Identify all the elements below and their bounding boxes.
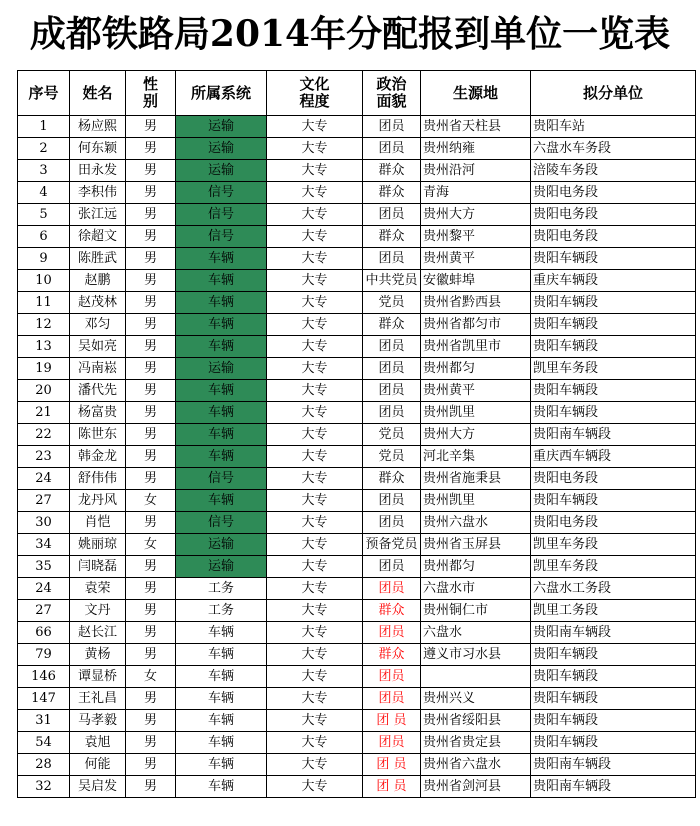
cell-origin: 贵州黄平 xyxy=(421,248,531,270)
cell-name: 杨应熙 xyxy=(70,116,126,138)
cell-name: 马孝毅 xyxy=(70,710,126,732)
cell-name: 杨富贵 xyxy=(70,402,126,424)
cell-unit: 重庆车辆段 xyxy=(531,270,696,292)
header-education xyxy=(267,71,363,116)
cell-system: 运输 xyxy=(176,556,267,578)
cell-no: 13 xyxy=(18,336,70,358)
header-origin: 生源地 xyxy=(421,71,531,116)
cell-political: 团员 xyxy=(363,358,421,380)
table-row xyxy=(18,358,696,380)
cell-sex: 男 xyxy=(126,446,176,468)
cell-unit: 凯里车务段 xyxy=(531,556,696,578)
cell-political: 团员 xyxy=(363,402,421,424)
cell-origin: 贵州凯里 xyxy=(421,402,531,424)
cell-education: 大专 xyxy=(267,534,363,556)
cell-system: 车辆 xyxy=(176,666,267,688)
cell-system: 信号 xyxy=(176,468,267,490)
table-row xyxy=(18,182,696,204)
cell-education: 大专 xyxy=(267,556,363,578)
cell-education: 大专 xyxy=(267,336,363,358)
cell-sex: 男 xyxy=(126,204,176,226)
cell-origin: 贵州兴义 xyxy=(421,688,531,710)
cell-sex: 男 xyxy=(126,622,176,644)
cell-education: 大专 xyxy=(267,732,363,754)
cell-sex: 男 xyxy=(126,336,176,358)
cell-unit: 涪陵车务段 xyxy=(531,160,696,182)
cell-education: 大专 xyxy=(267,314,363,336)
cell-name: 袁旭 xyxy=(70,732,126,754)
cell-sex: 女 xyxy=(126,534,176,556)
cell-origin: 青海 xyxy=(421,182,531,204)
cell-system: 车辆 xyxy=(176,490,267,512)
cell-unit: 贵阳电务段 xyxy=(531,512,696,534)
cell-unit: 贵阳车辆段 xyxy=(531,248,696,270)
table-row xyxy=(18,534,696,556)
cell-name: 吴如亮 xyxy=(70,336,126,358)
cell-unit: 贵阳南车辆段 xyxy=(531,622,696,644)
cell-origin: 贵州铜仁市 xyxy=(421,600,531,622)
table-row xyxy=(18,160,696,182)
cell-sex: 女 xyxy=(126,666,176,688)
table-row xyxy=(18,490,696,512)
cell-education: 大专 xyxy=(267,292,363,314)
cell-unit: 贵阳南车辆段 xyxy=(531,776,696,798)
cell-system: 车辆 xyxy=(176,402,267,424)
cell-education: 大专 xyxy=(267,710,363,732)
table-row xyxy=(18,336,696,358)
cell-political: 党员 xyxy=(363,446,421,468)
cell-education: 大专 xyxy=(267,248,363,270)
table-row xyxy=(18,512,696,534)
cell-name: 赵鹏 xyxy=(70,270,126,292)
cell-origin: 贵州黎平 xyxy=(421,226,531,248)
cell-name: 姚丽琼 xyxy=(70,534,126,556)
cell-unit: 六盘水车务段 xyxy=(531,138,696,160)
cell-sex: 男 xyxy=(126,380,176,402)
cell-education: 大专 xyxy=(267,776,363,798)
table-row xyxy=(18,600,696,622)
cell-name: 田永发 xyxy=(70,160,126,182)
table-row xyxy=(18,688,696,710)
cell-no: 5 xyxy=(18,204,70,226)
cell-no: 21 xyxy=(18,402,70,424)
cell-system: 车辆 xyxy=(176,754,267,776)
cell-education: 大专 xyxy=(267,358,363,380)
cell-name: 邓匀 xyxy=(70,314,126,336)
header-sex-text: 性别 xyxy=(142,75,158,110)
cell-education: 大专 xyxy=(267,446,363,468)
table-row xyxy=(18,710,696,732)
cell-sex: 男 xyxy=(126,600,176,622)
cell-education: 大专 xyxy=(267,226,363,248)
cell-sex: 男 xyxy=(126,710,176,732)
cell-political: 群众 xyxy=(363,160,421,182)
cell-sex: 男 xyxy=(126,226,176,248)
cell-unit: 贵阳车辆段 xyxy=(531,336,696,358)
cell-name: 龙丹风 xyxy=(70,490,126,512)
cell-name: 张江远 xyxy=(70,204,126,226)
cell-sex: 男 xyxy=(126,512,176,534)
cell-sex: 男 xyxy=(126,578,176,600)
cell-political: 团员 xyxy=(363,688,421,710)
header-system: 所属系统 xyxy=(176,71,267,116)
header-sex xyxy=(126,71,176,116)
cell-no: 2 xyxy=(18,138,70,160)
cell-name: 何东颖 xyxy=(70,138,126,160)
cell-political: 团员 xyxy=(363,578,421,600)
cell-unit: 贵阳南车辆段 xyxy=(531,754,696,776)
cell-sex: 男 xyxy=(126,402,176,424)
cell-political: 预备党员 xyxy=(363,534,421,556)
cell-no: 27 xyxy=(18,490,70,512)
cell-no: 30 xyxy=(18,512,70,534)
cell-name: 王礼昌 xyxy=(70,688,126,710)
cell-unit: 贵阳车辆段 xyxy=(531,292,696,314)
assignment-table xyxy=(17,70,696,798)
cell-origin: 贵州省六盘水 xyxy=(421,754,531,776)
cell-no: 79 xyxy=(18,644,70,666)
cell-political: 团员 xyxy=(363,666,421,688)
cell-sex: 男 xyxy=(126,270,176,292)
cell-no: 146 xyxy=(18,666,70,688)
cell-education: 大专 xyxy=(267,644,363,666)
cell-sex: 男 xyxy=(126,138,176,160)
cell-unit: 凯里车务段 xyxy=(531,534,696,556)
cell-education: 大专 xyxy=(267,138,363,160)
cell-education: 大专 xyxy=(267,380,363,402)
cell-origin: 贵州都匀 xyxy=(421,556,531,578)
cell-unit: 凯里工务段 xyxy=(531,600,696,622)
cell-origin: 贵州大方 xyxy=(421,424,531,446)
cell-political: 团员 xyxy=(363,380,421,402)
cell-no: 35 xyxy=(18,556,70,578)
cell-no: 6 xyxy=(18,226,70,248)
cell-political: 群众 xyxy=(363,226,421,248)
cell-unit: 六盘水工务段 xyxy=(531,578,696,600)
cell-unit: 贵阳电务段 xyxy=(531,204,696,226)
cell-no: 19 xyxy=(18,358,70,380)
cell-political: 中共党员 xyxy=(363,270,421,292)
cell-system: 车辆 xyxy=(176,732,267,754)
cell-political: 团 员 xyxy=(363,754,421,776)
cell-no: 66 xyxy=(18,622,70,644)
cell-no: 4 xyxy=(18,182,70,204)
cell-system: 运输 xyxy=(176,358,267,380)
cell-origin: 贵州省天柱县 xyxy=(421,116,531,138)
cell-name: 韩金龙 xyxy=(70,446,126,468)
cell-no: 22 xyxy=(18,424,70,446)
cell-political: 群众 xyxy=(363,600,421,622)
cell-name: 李积伟 xyxy=(70,182,126,204)
cell-name: 陈世东 xyxy=(70,424,126,446)
cell-unit: 贵阳车辆段 xyxy=(531,402,696,424)
cell-system: 车辆 xyxy=(176,710,267,732)
cell-no: 9 xyxy=(18,248,70,270)
cell-system: 车辆 xyxy=(176,446,267,468)
cell-sex: 男 xyxy=(126,644,176,666)
cell-system: 车辆 xyxy=(176,644,267,666)
cell-system: 车辆 xyxy=(176,314,267,336)
cell-system: 运输 xyxy=(176,116,267,138)
cell-origin: 贵州大方 xyxy=(421,204,531,226)
cell-political: 党员 xyxy=(363,424,421,446)
header-name: 姓名 xyxy=(70,71,126,116)
cell-origin: 河北辛集 xyxy=(421,446,531,468)
cell-unit: 贵阳电务段 xyxy=(531,468,696,490)
table-row xyxy=(18,732,696,754)
cell-system: 信号 xyxy=(176,226,267,248)
table-row xyxy=(18,446,696,468)
cell-origin: 贵州沿河 xyxy=(421,160,531,182)
cell-political: 团员 xyxy=(363,622,421,644)
cell-political: 团员 xyxy=(363,490,421,512)
cell-education: 大专 xyxy=(267,688,363,710)
table-row xyxy=(18,138,696,160)
table-row xyxy=(18,776,696,798)
table-row xyxy=(18,116,696,138)
cell-education: 大专 xyxy=(267,468,363,490)
cell-origin: 贵州省绥阳县 xyxy=(421,710,531,732)
cell-no: 27 xyxy=(18,600,70,622)
cell-education: 大专 xyxy=(267,204,363,226)
cell-no: 34 xyxy=(18,534,70,556)
cell-unit: 重庆西车辆段 xyxy=(531,446,696,468)
table-row xyxy=(18,402,696,424)
header-political-text: 政治面貌 xyxy=(376,75,407,110)
cell-origin: 六盘水市 xyxy=(421,578,531,600)
cell-origin: 安徽蚌埠 xyxy=(421,270,531,292)
table-row xyxy=(18,270,696,292)
cell-education: 大专 xyxy=(267,402,363,424)
cell-sex: 男 xyxy=(126,776,176,798)
cell-education: 大专 xyxy=(267,160,363,182)
cell-political: 党员 xyxy=(363,292,421,314)
page-title: 成都铁路局2014年分配报到单位一览表 xyxy=(29,13,671,55)
cell-system: 信号 xyxy=(176,204,267,226)
cell-unit: 贵阳电务段 xyxy=(531,182,696,204)
cell-no: 147 xyxy=(18,688,70,710)
cell-origin: 贵州都匀 xyxy=(421,358,531,380)
cell-system: 运输 xyxy=(176,534,267,556)
cell-origin: 贵州纳雍 xyxy=(421,138,531,160)
cell-unit: 凯里车务段 xyxy=(531,358,696,380)
cell-name: 吴启发 xyxy=(70,776,126,798)
cell-education: 大专 xyxy=(267,600,363,622)
cell-sex: 男 xyxy=(126,556,176,578)
cell-name: 何能 xyxy=(70,754,126,776)
cell-political: 团员 xyxy=(363,512,421,534)
cell-sex: 男 xyxy=(126,248,176,270)
cell-education: 大专 xyxy=(267,270,363,292)
cell-system: 车辆 xyxy=(176,336,267,358)
cell-sex: 男 xyxy=(126,116,176,138)
cell-name: 黄杨 xyxy=(70,644,126,666)
cell-political: 团员 xyxy=(363,248,421,270)
cell-name: 潘代先 xyxy=(70,380,126,402)
cell-no: 3 xyxy=(18,160,70,182)
table-body xyxy=(18,116,696,798)
table-row xyxy=(18,248,696,270)
table-row xyxy=(18,292,696,314)
cell-origin: 贵州省黔西县 xyxy=(421,292,531,314)
cell-education: 大专 xyxy=(267,666,363,688)
cell-education: 大专 xyxy=(267,490,363,512)
cell-system: 工务 xyxy=(176,578,267,600)
cell-origin xyxy=(421,666,531,688)
cell-political: 团员 xyxy=(363,732,421,754)
header-unit: 拟分单位 xyxy=(531,71,696,116)
cell-no: 28 xyxy=(18,754,70,776)
cell-origin: 贵州省剑河县 xyxy=(421,776,531,798)
table-row xyxy=(18,380,696,402)
cell-name: 谭显桥 xyxy=(70,666,126,688)
cell-origin: 遵义市习水县 xyxy=(421,644,531,666)
cell-system: 车辆 xyxy=(176,776,267,798)
table-row xyxy=(18,754,696,776)
cell-sex: 男 xyxy=(126,292,176,314)
cell-system: 车辆 xyxy=(176,380,267,402)
cell-name: 袁荣 xyxy=(70,578,126,600)
cell-political: 团员 xyxy=(363,138,421,160)
cell-system: 车辆 xyxy=(176,248,267,270)
cell-sex: 男 xyxy=(126,314,176,336)
cell-origin: 贵州凯里 xyxy=(421,490,531,512)
table-row xyxy=(18,622,696,644)
cell-system: 工务 xyxy=(176,600,267,622)
cell-origin: 贵州六盘水 xyxy=(421,512,531,534)
cell-sex: 女 xyxy=(126,490,176,512)
cell-unit: 贵阳南车辆段 xyxy=(531,424,696,446)
cell-no: 54 xyxy=(18,732,70,754)
cell-education: 大专 xyxy=(267,512,363,534)
cell-unit: 贵阳车站 xyxy=(531,116,696,138)
table-row xyxy=(18,204,696,226)
cell-unit: 贵阳车辆段 xyxy=(531,314,696,336)
cell-name: 冯南崧 xyxy=(70,358,126,380)
cell-origin: 贵州省凯里市 xyxy=(421,336,531,358)
cell-system: 车辆 xyxy=(176,292,267,314)
cell-no: 24 xyxy=(18,578,70,600)
cell-unit: 贵阳车辆段 xyxy=(531,688,696,710)
cell-political: 群众 xyxy=(363,644,421,666)
cell-system: 信号 xyxy=(176,512,267,534)
cell-unit: 贵阳车辆段 xyxy=(531,380,696,402)
cell-name: 徐超文 xyxy=(70,226,126,248)
cell-name: 赵茂林 xyxy=(70,292,126,314)
cell-political: 群众 xyxy=(363,314,421,336)
cell-no: 1 xyxy=(18,116,70,138)
cell-no: 31 xyxy=(18,710,70,732)
table-row xyxy=(18,468,696,490)
cell-name: 闫晓磊 xyxy=(70,556,126,578)
cell-no: 24 xyxy=(18,468,70,490)
cell-political: 团员 xyxy=(363,116,421,138)
cell-no: 11 xyxy=(18,292,70,314)
cell-sex: 男 xyxy=(126,732,176,754)
cell-origin: 贵州省玉屏县 xyxy=(421,534,531,556)
cell-no: 23 xyxy=(18,446,70,468)
cell-education: 大专 xyxy=(267,424,363,446)
cell-unit: 贵阳车辆段 xyxy=(531,644,696,666)
cell-origin: 贵州省贵定县 xyxy=(421,732,531,754)
cell-name: 赵长江 xyxy=(70,622,126,644)
cell-education: 大专 xyxy=(267,754,363,776)
cell-name: 肖恺 xyxy=(70,512,126,534)
cell-political: 团 员 xyxy=(363,776,421,798)
header-no: 序号 xyxy=(18,71,70,116)
cell-sex: 男 xyxy=(126,358,176,380)
table-row xyxy=(18,578,696,600)
cell-political: 团员 xyxy=(363,204,421,226)
cell-name: 文丹 xyxy=(70,600,126,622)
table-row xyxy=(18,424,696,446)
cell-sex: 男 xyxy=(126,160,176,182)
cell-unit: 贵阳车辆段 xyxy=(531,490,696,512)
cell-name: 舒伟伟 xyxy=(70,468,126,490)
cell-system: 车辆 xyxy=(176,622,267,644)
cell-sex: 男 xyxy=(126,468,176,490)
cell-sex: 男 xyxy=(126,424,176,446)
cell-political: 团 员 xyxy=(363,710,421,732)
cell-system: 运输 xyxy=(176,160,267,182)
cell-political: 团员 xyxy=(363,556,421,578)
cell-origin: 贵州黄平 xyxy=(421,380,531,402)
cell-origin: 贵州省都匀市 xyxy=(421,314,531,336)
cell-no: 20 xyxy=(18,380,70,402)
cell-political: 群众 xyxy=(363,182,421,204)
cell-unit: 贵阳电务段 xyxy=(531,226,696,248)
cell-sex: 男 xyxy=(126,754,176,776)
cell-origin: 贵州省施秉县 xyxy=(421,468,531,490)
cell-sex: 男 xyxy=(126,182,176,204)
cell-system: 运输 xyxy=(176,138,267,160)
cell-system: 车辆 xyxy=(176,688,267,710)
cell-education: 大专 xyxy=(267,116,363,138)
cell-unit: 贵阳车辆段 xyxy=(531,666,696,688)
cell-sex: 男 xyxy=(126,688,176,710)
cell-no: 12 xyxy=(18,314,70,336)
table-row xyxy=(18,666,696,688)
header-row xyxy=(18,71,696,116)
header-education-text: 文化程度 xyxy=(299,75,330,110)
cell-origin: 六盘水 xyxy=(421,622,531,644)
cell-name: 陈胜武 xyxy=(70,248,126,270)
table-row xyxy=(18,644,696,666)
cell-no: 32 xyxy=(18,776,70,798)
cell-education: 大专 xyxy=(267,578,363,600)
header-political xyxy=(363,71,421,116)
cell-education: 大专 xyxy=(267,622,363,644)
table-row xyxy=(18,226,696,248)
table-row xyxy=(18,556,696,578)
cell-education: 大专 xyxy=(267,182,363,204)
cell-no: 10 xyxy=(18,270,70,292)
cell-system: 信号 xyxy=(176,182,267,204)
cell-system: 车辆 xyxy=(176,424,267,446)
cell-unit: 贵阳车辆段 xyxy=(531,732,696,754)
table-row xyxy=(18,314,696,336)
cell-unit: 贵阳车辆段 xyxy=(531,710,696,732)
cell-political: 团员 xyxy=(363,336,421,358)
cell-political: 群众 xyxy=(363,468,421,490)
cell-system: 车辆 xyxy=(176,270,267,292)
